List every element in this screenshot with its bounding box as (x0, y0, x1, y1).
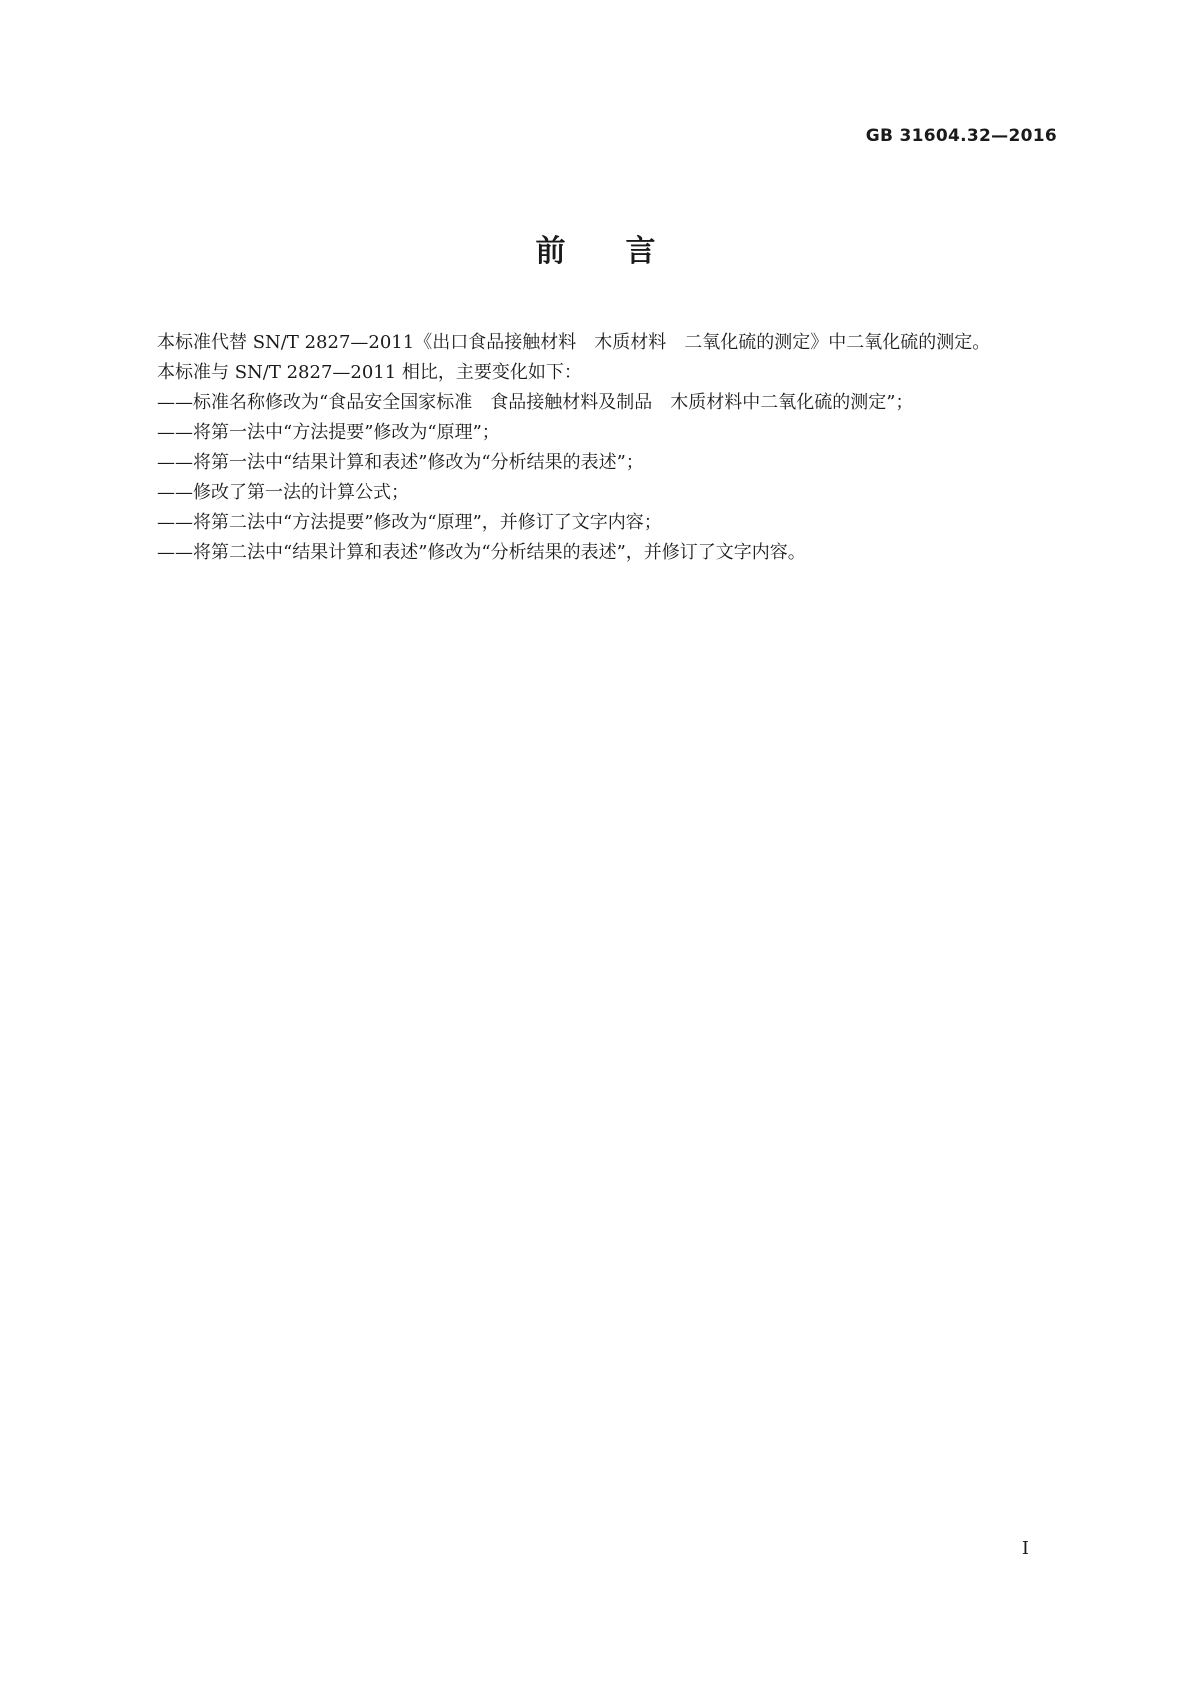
changes-list (121, 388, 1067, 568)
paragraph-changes-intro: 本标准与 SN/T 2827—2011 相比，主要变化如下： (157, 362, 582, 383)
page-number: I (1021, 1538, 1029, 1559)
paragraph-replacement: 本标准代替 SN/T 2827—2011《出口食品接触材料 木质材料 二氧化硫的测定》中二氧化硫的测定。 (157, 332, 991, 353)
standard-number: GB 31604.32—2016 (865, 126, 1057, 146)
list-item: ——将第一法中“方法提要”修改为“原理”； (157, 422, 500, 443)
list-item: ——将第二法中“结果计算和表述”修改为“分析结果的表述”，并修订了文字内容。 (157, 542, 806, 563)
page-title: 前言 (535, 234, 716, 269)
list-item: ——将第二法中“方法提要”修改为“原理”，并修订了文字内容； (157, 512, 662, 533)
list-item: ——修改了第一法的计算公式； (157, 482, 409, 503)
list-item: ——将第一法中“结果计算和表述”修改为“分析结果的表述”； (157, 452, 644, 473)
list-item: ——标准名称修改为“食品安全国家标准 食品接触材料及制品 木质材料中二氧化硫的测定”； (157, 392, 914, 413)
foreword-body (121, 328, 1067, 568)
